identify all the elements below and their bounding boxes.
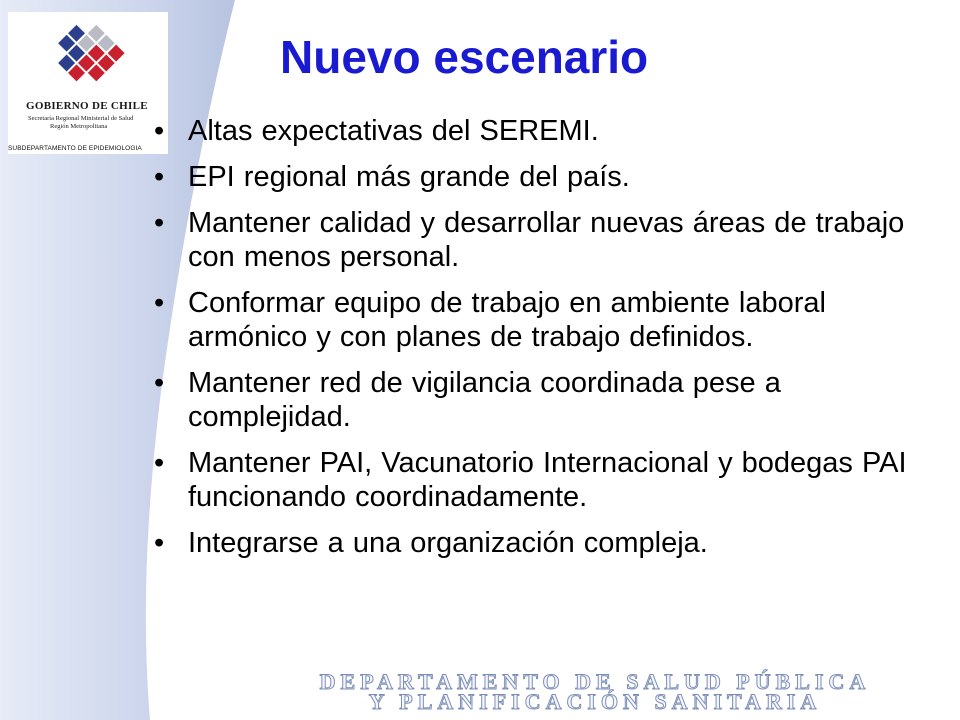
bullet-icon: • [154, 527, 165, 559]
gobierno-de-chile-logo-icon [30, 18, 140, 108]
footer-line-2: Y PLANIFICACIÓN SANITARIA [368, 689, 822, 714]
subdepartment-label: SUBDEPARTAMENTO DE EPIDEMIOLOGIA [8, 145, 142, 152]
bullet-list [150, 114, 950, 572]
bullet-icon: • [154, 207, 165, 239]
bullet-text: Altas expectativas del SEREMI. [188, 115, 599, 147]
bullet-icon: • [154, 161, 165, 193]
bullet-item [150, 526, 950, 560]
bullet-icon: • [154, 447, 165, 479]
logo-title: GOBIERNO DE CHILE [26, 100, 148, 112]
bullet-item [150, 206, 950, 274]
bullet-text: Conformar equipo de trabajo en ambiente laboral armónico y con planes de trabajo definidos. [188, 287, 826, 353]
bullet-text: EPI regional más grande del país. [188, 161, 630, 193]
slide-title: Nuevo escenario [280, 31, 649, 83]
bullet-text: Mantener PAI, Vacunatorio Internacional y bodegas PAI funcionando coordinadamente. [188, 447, 907, 513]
logo-subtitle-region: Región Metropolitana [50, 123, 108, 130]
bullet-icon: • [154, 367, 165, 399]
bullet-item [150, 160, 950, 194]
bullet-text: Mantener calidad y desarrollar nuevas áreas de trabajo con menos personal. [188, 207, 905, 273]
footer-department-banner [240, 669, 950, 714]
bullet-text: Mantener red de vigilancia coordinada pese a complejidad. [188, 367, 781, 433]
bullet-item [150, 446, 950, 514]
bullet-icon: • [154, 115, 165, 147]
logo-panel [8, 12, 168, 154]
bullet-item [150, 114, 950, 148]
bullet-icon: • [154, 287, 165, 319]
bullet-item [150, 366, 950, 434]
logo-subtitle-ministry: Secretaría Regional Ministerial de Salud [28, 115, 134, 122]
bullet-text: Integrarse a una organización compleja. [188, 527, 708, 559]
bullet-item [150, 286, 950, 354]
footer-line-1: DEPARTAMENTO DE SALUD PÚBLICA [319, 669, 871, 694]
